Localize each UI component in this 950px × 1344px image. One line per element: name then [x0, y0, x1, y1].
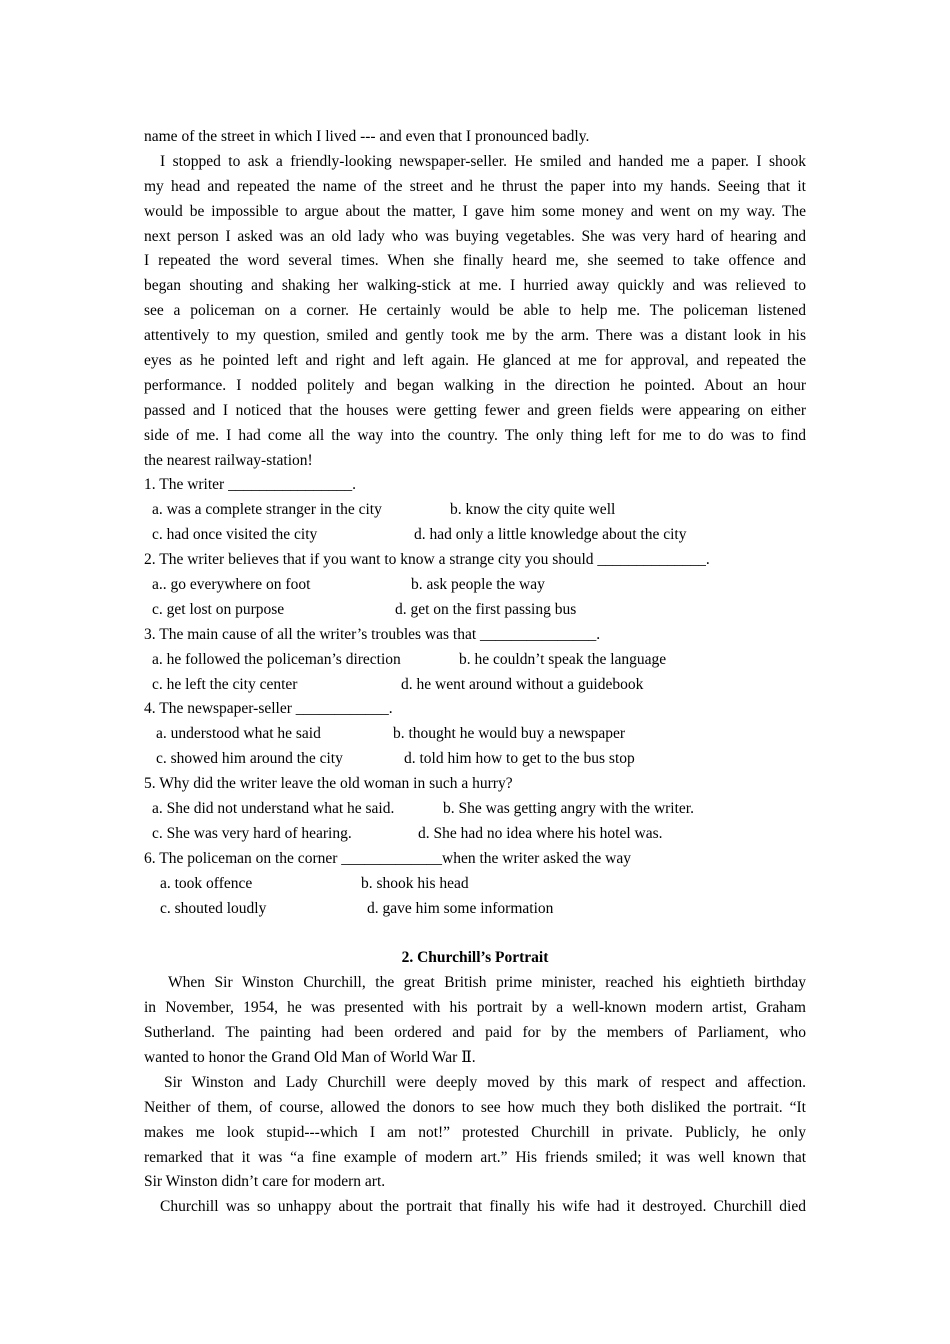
option-a: a. was a complete stranger in the city: [152, 501, 382, 519]
question-stem: 1. The writer ________________.: [144, 476, 356, 494]
passage-line: would be impossible to argue about the matter, I gave him some money and went on my way. The: [144, 202, 806, 220]
option-c: c. shouted loudly: [160, 899, 267, 917]
option-c: c. get lost on purpose: [152, 600, 285, 618]
passage-line: I repeated the word several times. When she finally heard me, she seemed to take offence and: [144, 252, 806, 270]
option-b: b. She was getting angry with the writer.: [443, 800, 694, 818]
question-2: [144, 548, 806, 623]
option-row: [144, 673, 806, 698]
question-5: [144, 772, 806, 847]
option-row: [144, 648, 806, 673]
passage-line: side of me. I had come all the way into the country. The only thing left for me to do was to find: [144, 426, 806, 444]
passage-line: performance. I nodded politely and began walking in the direction he pointed. About an hour: [144, 376, 806, 394]
passage-line: I stopped to ask a friendly-looking newspaper-seller. He smiled and handed me a paper. I shook: [160, 152, 806, 170]
option-a: a. understood what he said: [156, 725, 321, 743]
passage-line: attentively to my question, smiled and gently took me by the arm. There was a distant look in his: [144, 327, 806, 345]
option-a: a. took offence: [160, 874, 253, 892]
option-row: [144, 822, 806, 847]
option-row: [144, 797, 806, 822]
passage-title: 2. Churchill’s Portrait: [401, 949, 549, 967]
option-c: c. She was very hard of hearing.: [152, 824, 352, 842]
passage-line: Sir Winston and Lady Churchill were deeply moved by this mark of respect and affection.: [164, 1073, 806, 1091]
option-c: c. had once visited the city: [152, 526, 318, 544]
option-d: d. She had no idea where his hotel was.: [418, 824, 663, 842]
option-d: d. gave him some information: [367, 899, 554, 917]
option-a: a. he followed the policeman’s direction: [152, 650, 401, 668]
option-d: d. had only a little knowledge about the city: [414, 526, 687, 544]
option-b: b. ask people the way: [411, 576, 545, 594]
option-d: d. he went around without a guidebook: [401, 675, 644, 693]
option-row: [144, 573, 806, 598]
passage-line: Neither of them, of course, allowed the donors to see how much they both disliked the portrait. “It: [144, 1098, 806, 1116]
passage-line: eyes as he pointed left and right and left again. He glanced at me for approval, and repeated the: [144, 352, 806, 370]
option-row: [144, 598, 806, 623]
option-d: d. get on the first passing bus: [395, 600, 577, 618]
option-d: d. told him how to get to the bus stop: [404, 750, 635, 768]
option-c: c. showed him around the city: [156, 750, 343, 768]
option-b: b. thought he would buy a newspaper: [393, 725, 626, 743]
option-b: b. shook his head: [361, 874, 469, 892]
question-stem: 5. Why did the writer leave the old woman in such a hurry?: [144, 775, 513, 793]
question-4: [144, 697, 806, 772]
option-row: [144, 872, 806, 897]
passage-1: [144, 125, 806, 473]
passage-line: in November, 1954, he was presented with his portrait by a well-known modern artist, Graham: [144, 999, 806, 1017]
passage-line: When Sir Winston Churchill, the great British prime minister, reached his eightieth birthday: [168, 974, 806, 992]
passage-line: Churchill was so unhappy about the portrait that finally his wife had it destroyed. Churchill died: [160, 1198, 806, 1216]
question-6: [144, 847, 806, 922]
passage-2: [144, 946, 806, 1220]
question-stem: 3. The main cause of all the writer’s troubles was that _______________.: [144, 625, 601, 643]
question-stem: 6. The policeman on the corner _____________when the writer asked the way: [144, 849, 631, 867]
question-3: [144, 623, 806, 698]
passage-line: name of the street in which I lived --- and even that I pronounced badly.: [144, 128, 590, 145]
option-row: [144, 523, 806, 548]
passage-line: makes me look stupid---which I am not!” protested Churchill in private. Publicly, he only: [144, 1123, 806, 1141]
option-b: b. he couldn’t speak the language: [459, 650, 667, 668]
passage-line: passed and I noticed that the houses were getting fewer and green fields were appearing on either: [144, 401, 806, 419]
option-row: [144, 897, 806, 922]
passage-line: see a policeman on a corner. He certainly would be able to help me. The policeman listened: [144, 302, 806, 320]
passage-line: began shouting and shaking her walking-stick at me. I hurried away quickly and was relieved to: [144, 277, 806, 295]
passage-line: the nearest railway-station!: [144, 451, 313, 469]
passage-line: wanted to honor the Grand Old Man of World War Ⅱ.: [144, 1048, 476, 1066]
passage-line: next person I asked was an old lady who was buying vegetables. She was very hard of hearing and: [144, 227, 806, 245]
option-c: c. he left the city center: [152, 675, 298, 693]
option-b: b. know the city quite well: [450, 501, 616, 519]
passage-line: Sutherland. The painting had been ordered and paid for by the members of Parliament, who: [144, 1024, 806, 1042]
option-a: a.. go everywhere on foot: [152, 576, 311, 594]
option-row: [144, 498, 806, 523]
document-page: [144, 125, 806, 1220]
question-stem: 2. The writer believes that if you want to know a strange city you should ______________.: [144, 551, 710, 569]
option-a: a. She did not understand what he said.: [152, 800, 395, 818]
option-row: [144, 747, 806, 772]
question-stem: 4. The newspaper-seller ____________.: [144, 700, 393, 718]
passage-line: remarked that it was “a fine example of modern art.” His friends smiled; it was well known that: [144, 1148, 806, 1166]
spacer: [144, 922, 806, 947]
question-1: [144, 473, 806, 548]
passage-line: my head and repeated the name of the street and he thrust the paper into my hands. Seeing that it: [144, 177, 806, 195]
option-row: [144, 722, 806, 747]
passage-line: Sir Winston didn’t care for modern art.: [144, 1173, 386, 1191]
